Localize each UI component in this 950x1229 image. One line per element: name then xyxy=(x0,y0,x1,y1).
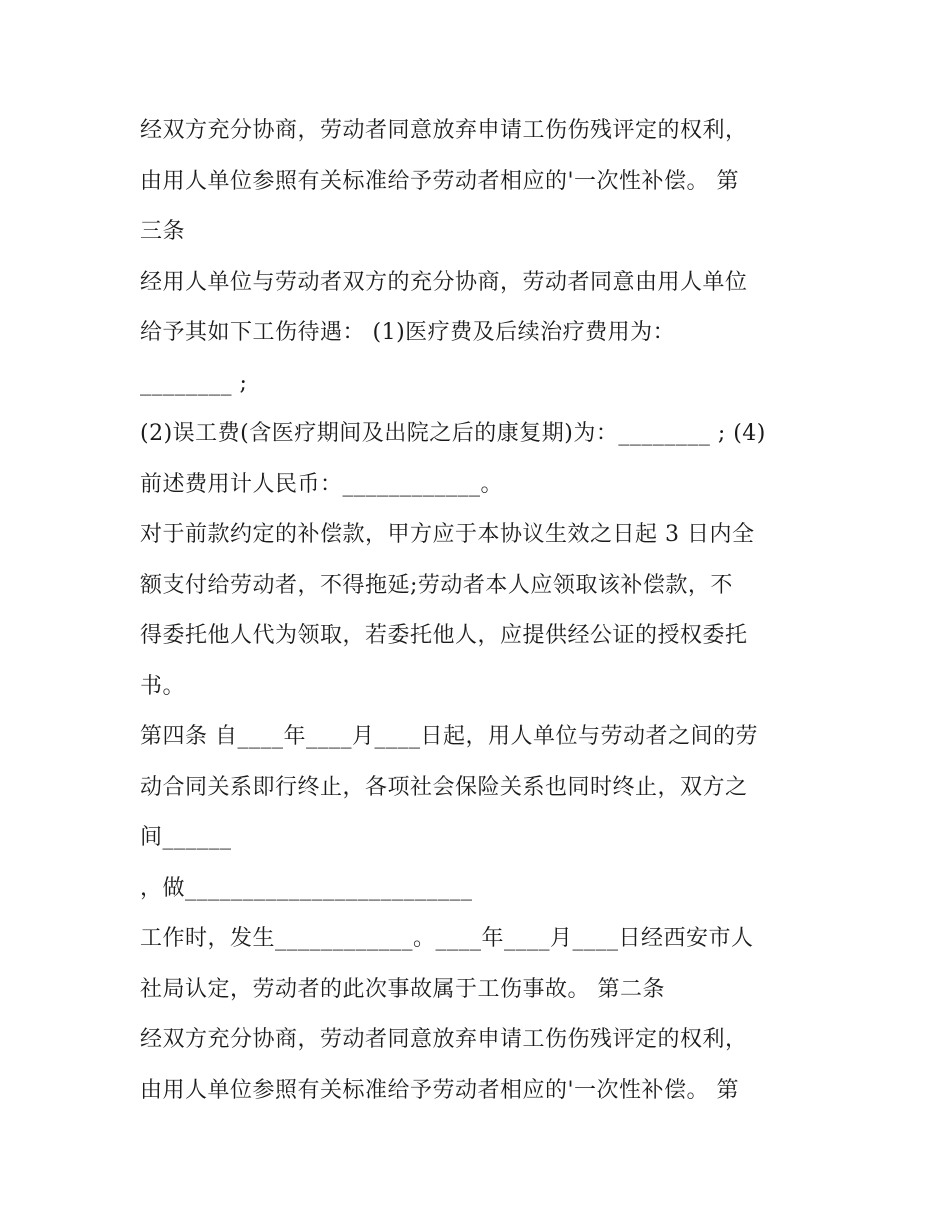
document-body xyxy=(140,106,820,1116)
text-line: 由用人单位参照有关标准给予劳动者相应的'一次性补偿。 第 xyxy=(140,168,740,194)
text-line: 得委托他人代为领取，若委托他人，应提供经公证的授权委托 xyxy=(140,623,748,648)
text-line: 社局认定，劳动者的此次事故属于工伤事故。 第二条 xyxy=(140,976,665,1002)
text-line: 前述费用计人民币：____________。 xyxy=(140,471,504,497)
text-line: (2)误工费(含医疗期间及出院之后的康复期)为：________ ; (4) xyxy=(140,421,766,446)
text-line: 额支付给劳动者，不得拖延;劳动者本人应领取该补偿款，不 xyxy=(140,572,733,598)
text-line: 对于前款约定的补偿款，甲方应于本协议生效之日起 3 日内全 xyxy=(140,522,755,547)
text-line: 第四条 自____年____月____日起，用人单位与劳动者之间的劳 xyxy=(140,724,758,749)
text-line: ________ ; xyxy=(140,370,248,396)
text-line: 给予其如下工伤待遇： (1)医疗费及后续治疗费用为： xyxy=(140,320,676,345)
text-line: 书。 xyxy=(140,673,186,699)
text-line: ，做_________________________ xyxy=(140,875,473,901)
text-line: 经双方充分协商，劳动者同意放弃申请工伤伤残评定的权利， xyxy=(140,1027,748,1052)
text-line: 工作时，发生____________。____年____月____日经西安市人 xyxy=(140,926,754,951)
text-line: 间______ xyxy=(140,825,232,850)
text-line: 经用人单位与劳动者双方的充分协商，劳动者同意由用人单位 xyxy=(140,269,748,295)
text-line: 三条 xyxy=(140,219,186,244)
text-line: 动合同关系即行终止，各项社会保险关系也同时终止，双方之 xyxy=(140,774,748,800)
text-line: 由用人单位参照有关标准给予劳动者相应的'一次性补偿。 第 xyxy=(140,1077,740,1103)
text-line: 经双方充分协商，劳动者同意放弃申请工伤伤残评定的权利， xyxy=(140,118,748,143)
